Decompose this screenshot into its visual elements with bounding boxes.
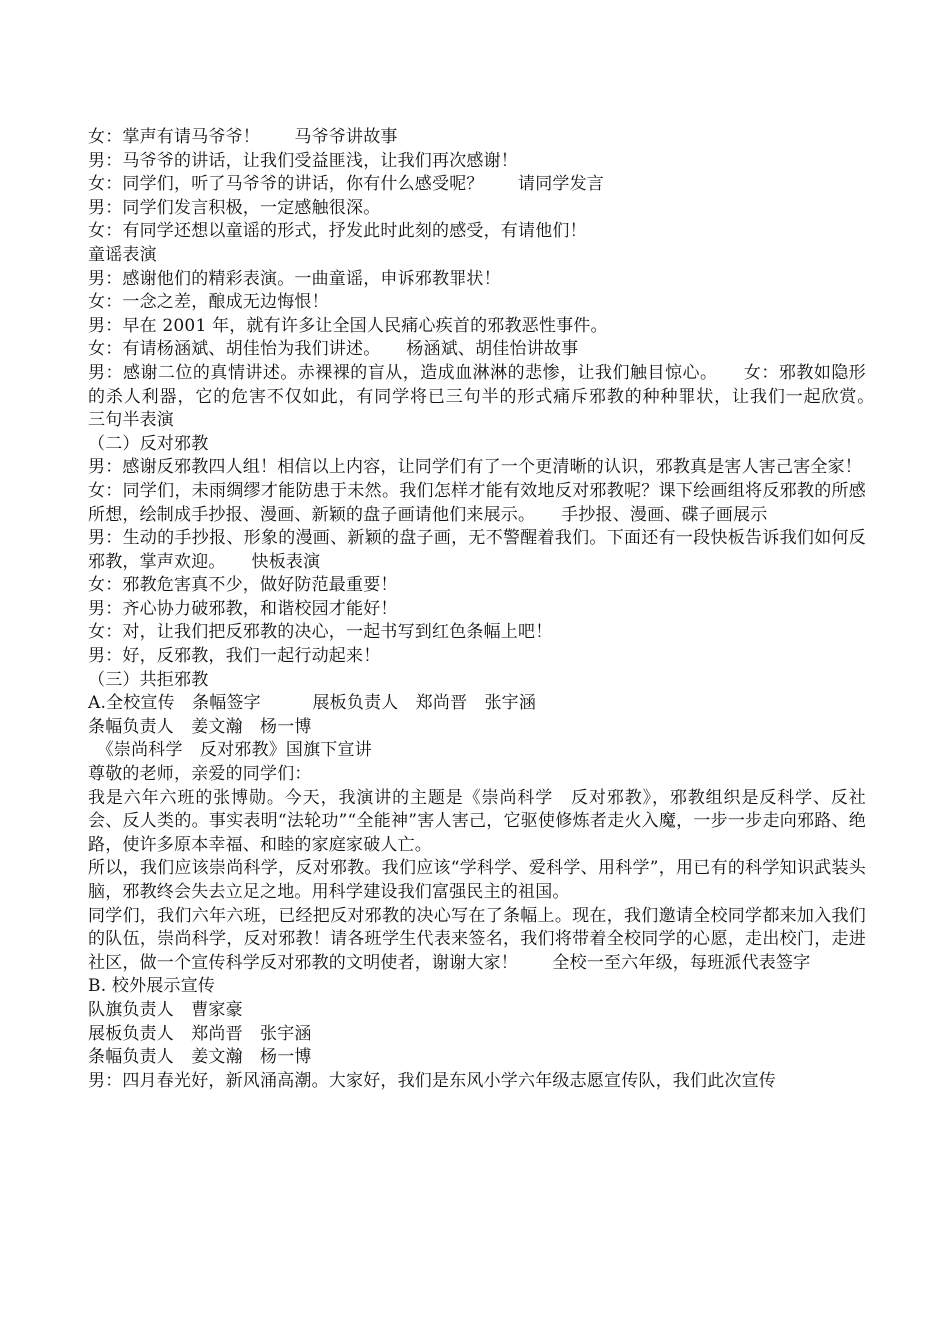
document-page: [88, 126, 901, 1093]
dialogue-line: 男：马爷爷的讲话，让我们受益匪浅，让我们再次感谢！: [88, 150, 518, 171]
speech-paragraph: 我是六年六班的张博勋。今天，我演讲的主题是《崇尚科学 反对邪教》，邪教组织是反科学、反社会、反人类的。事实表明“法轮功”“全能神”害人害己，它驱使修炼者走火入魔，一步一步走向邪路、绝路，使许多原本幸福、和睦的家庭家破人亡。: [88, 787, 866, 855]
section-heading: （二）反对邪教: [88, 433, 209, 454]
dialogue-line: 女：同学们，未雨绸缪才能防患于未然。我们怎样才能有效地反对邪教呢？课下绘画组将反邪教的所感所想，绘制成手抄报、漫画、新颖的盘子画请他们来展示。 手抄报、漫画、碟子画展示: [88, 480, 866, 525]
subsection-line: A.全校宣传 条幅签字 展板负责人 郑尚晋 张宇涵: [88, 693, 537, 714]
dialogue-line: 女：同学们，听了马爷爷的讲话，你有什么感受呢？ 请同学发言: [88, 174, 604, 195]
speech-title: 《崇尚科学 反对邪教》国旗下宣讲: [88, 740, 372, 761]
dialogue-line: 男：同学们发言积极，一定感触很深。: [88, 197, 381, 218]
speech-paragraph: 同学们，我们六年六班，已经把反对邪教的决心写在了条幅上。现在，我们邀请全校同学都来加入我们的队伍，崇尚科学，反对邪教！请各班学生代表来签名，我们将带着全校同学的心愿，走出校门，走进社区，做一个宣传科学反对邪教的文明使者，谢谢大家！ 全校一至六年级，每班派代表签字: [88, 905, 866, 973]
dialogue-line: 男：齐心协力破邪教，和谐校园才能好！: [88, 598, 398, 619]
dialogue-line: 女：邪教危害真不少，做好防范最重要！: [88, 575, 398, 596]
section-heading: （三）共拒邪教: [88, 669, 209, 690]
dialogue-line: 女：有请杨涵斌、胡佳怡为我们讲述。 杨涵斌、胡佳怡讲故事: [88, 339, 579, 360]
dialogue-line: 女：对，让我们把反邪教的决心，一起书写到红色条幅上吧！: [88, 622, 553, 643]
subsection-line: B. 校外展示宣传: [88, 976, 216, 997]
responsible-line: 条幅负责人 姜文瀚 杨一博: [88, 716, 312, 737]
dialogue-line: 男：感谢二位的真情讲述。赤裸裸的盲从，造成血淋淋的悲惨，让我们触目惊心。 女：邪教如隐形的杀人利器，它的危害不仅如此，有同学将已三句半的形式痛斥邪教的种种罪状，让我们一起欣赏。 三句半表演: [88, 362, 901, 431]
dialogue-line: 男：生动的手抄报、形象的漫画、新颖的盘子画，无不警醒着我们。下面还有一段快板告诉我们如何反邪教，掌声欢迎。 快板表演: [88, 528, 866, 572]
stage-direction: 童谣表演: [88, 244, 157, 265]
dialogue-line: 女：有同学还想以童谣的形式，抒发此时此刻的感受，有请他们！: [88, 221, 587, 242]
responsible-line: 展板负责人 郑尚晋 张宇涵: [88, 1023, 312, 1044]
dialogue-line: 男：好，反邪教，我们一起行动起来！: [88, 646, 381, 667]
dialogue-line: 男：四月春光好，新风涌高潮。大家好，我们是东风小学六年级志愿宣传队，我们此次宣传: [88, 1070, 776, 1091]
dialogue-line: 男：感谢他们的精彩表演。一曲童谣，申诉邪教罪状！: [88, 268, 501, 289]
responsible-line: 队旗负责人 曹家豪: [88, 999, 243, 1020]
speech-salutation: 尊敬的老师，亲爱的同学们：: [88, 764, 312, 785]
dialogue-line: 女：掌声有请马爷爷！ 马爷爷讲故事: [88, 127, 398, 147]
dialogue-line: 男：感谢反邪教四人组！相信以上内容，让同学们有了一个更清晰的认识，邪教真是害人害己害全家！: [88, 457, 862, 478]
responsible-line: 条幅负责人 姜文瀚 杨一博: [88, 1047, 312, 1068]
dialogue-line: 男：早在 2001 年，就有许多让全国人民痛心疾首的邪教恶性事件。: [88, 315, 608, 336]
dialogue-line: 女：一念之差，酿成无边悔恨！: [88, 292, 329, 313]
speech-paragraph: 所以，我们应该崇尚科学，反对邪教。我们应该“学科学、爱科学、用科学”，用已有的科学知识武装头脑，邪教终会失去立足之地。用科学建设我们富强民主的祖国。: [88, 858, 866, 902]
